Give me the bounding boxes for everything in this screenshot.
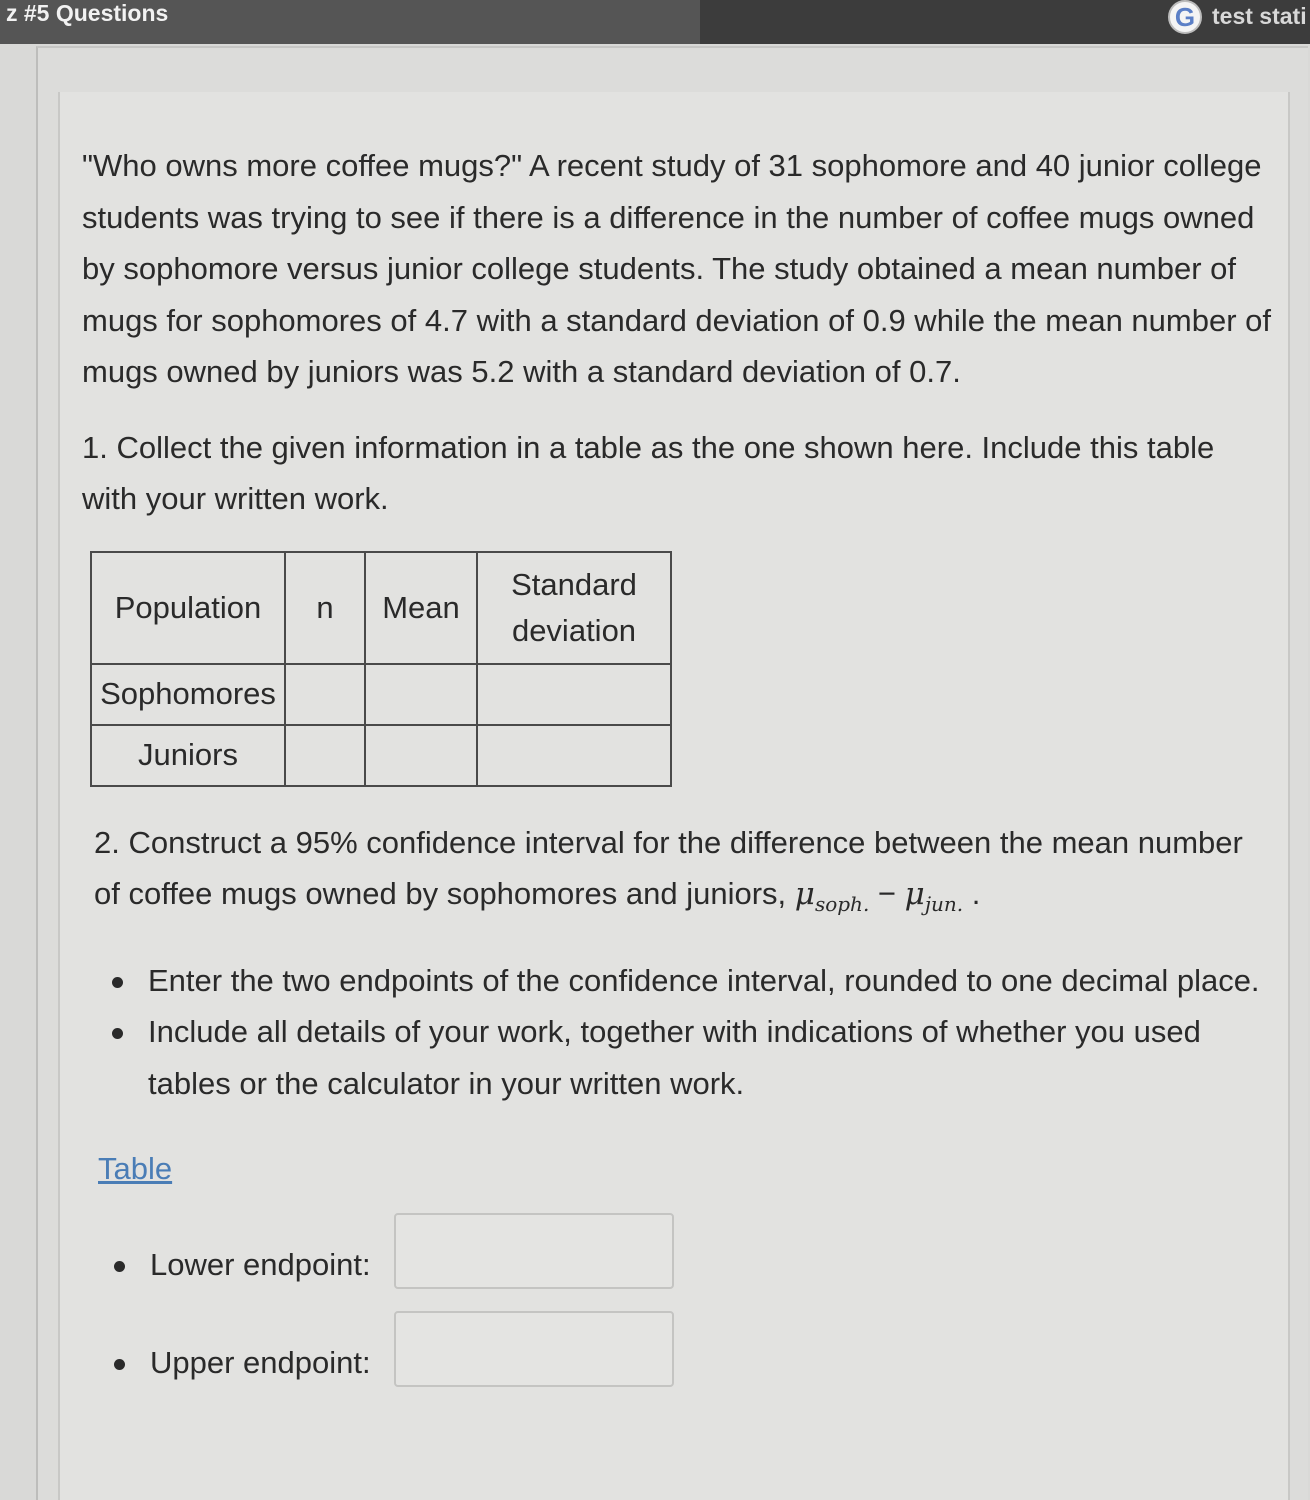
header-mean: Mean (365, 552, 477, 664)
tab-title: z #5 Questions (6, 0, 169, 26)
upper-endpoint-row (114, 1311, 1272, 1409)
list-item: Include all details of your work, together with indications of whether you used tables or the calculator in your written work. (112, 1006, 1272, 1109)
question-content (82, 140, 1272, 1409)
part2-suffix: . (963, 876, 981, 911)
top-bar (0, 0, 1310, 44)
table-header-row (91, 552, 671, 664)
part2-prefix: 2. Construct a 95% confidence interval for the difference between the mean number of coffee mugs owned by sophomores and juniors, (94, 824, 1243, 911)
cell-mean (365, 664, 477, 725)
table-row (91, 725, 671, 786)
cell-sd (477, 725, 671, 786)
part2-text (94, 817, 1272, 931)
extension-g-icon[interactable]: G (1168, 0, 1202, 34)
table-link[interactable]: Table (98, 1151, 173, 1187)
cell-population: Juniors (91, 725, 285, 786)
upper-endpoint-label: Upper endpoint: (150, 1337, 371, 1389)
header-standard-deviation: Standard deviation (477, 552, 671, 664)
mu-jun-symbol: $\mu_{jun.}$ (904, 876, 964, 917)
part1-text: 1. Collect the given information in a table as the one shown here. Include this table with your written work. (82, 429, 1215, 516)
header-population: Population (91, 552, 285, 664)
cell-mean (365, 725, 477, 786)
minus-sign: − (869, 876, 905, 911)
header-n: n (285, 552, 365, 664)
lower-endpoint-label: Lower endpoint: (150, 1239, 371, 1291)
info-table (90, 551, 672, 787)
cell-n (285, 725, 365, 786)
tab-questions[interactable] (0, 0, 700, 44)
cell-population: Sophomores (91, 664, 285, 725)
question-intro: "Who owns more coffee mugs?" A recent study of 31 sophomore and 40 junior college students was trying to see if there is a difference in the number of coffee mugs owned by sophomore versus junior college students. The study obtained a mean number of mugs for sophomores of 4.7 with a standard deviation of 0.9 while the mean number of mugs owned by juniors was 5.2 with a standard deviation of 0.7. (82, 148, 1272, 389)
instructions-list (112, 955, 1272, 1110)
mu-soph-symbol: $\mu_{soph.}$ (794, 876, 870, 917)
extension-label[interactable]: test stati (1212, 3, 1307, 29)
lower-endpoint-input[interactable] (394, 1213, 674, 1289)
cell-sd (477, 664, 671, 725)
upper-endpoint-input[interactable] (394, 1311, 674, 1387)
lower-endpoint-row (114, 1213, 1272, 1311)
list-item: Enter the two endpoints of the confidence interval, rounded to one decimal place. (112, 955, 1272, 1007)
table-row (91, 664, 671, 725)
cell-n (285, 664, 365, 725)
